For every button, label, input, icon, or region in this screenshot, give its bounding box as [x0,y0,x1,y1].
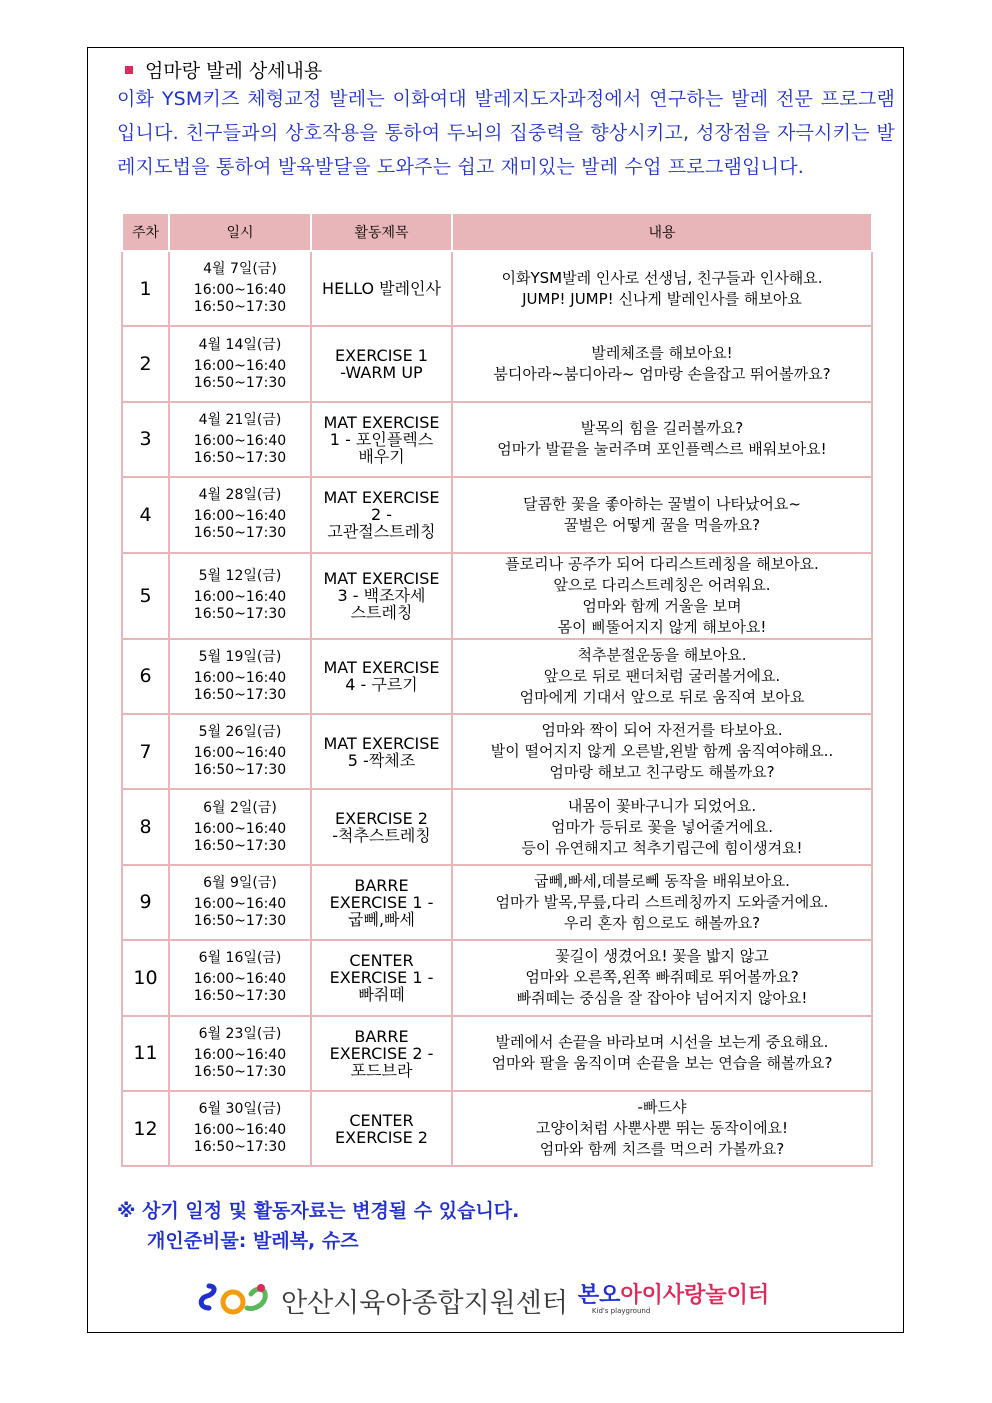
cell-week: 4 [122,477,169,552]
date-time-1: 16:00~16:40 [193,1122,287,1139]
cell-date [169,477,311,552]
center-name: 안산시육아종합지원센터 [281,1287,568,1319]
cell-content: 달콤한 꽃을 좋아하는 꿀벌이 나타났어요~ 꿀벌은 어떻게 꿀을 먹을까요? [452,477,872,552]
header-week: 주차 [122,213,169,251]
cell-week: 12 [122,1091,169,1166]
cell-activity-title: MAT EXERCISE 2 - 고관절스트레칭 [311,477,452,552]
cell-activity-title: MAT EXERCISE 1 - 포인플렉스 배우기 [311,402,452,477]
cell-activity-title: BARRE EXERCISE 2 - 포드브라 [311,1016,452,1091]
center-logo-icon [195,1280,275,1320]
date-day: 5월 26일(금) [198,724,282,741]
cell-activity-title: MAT EXERCISE 5 -짝체조 [311,714,452,789]
date-time-1: 16:00~16:40 [193,1046,287,1063]
date-time-1: 16:00~16:40 [193,589,287,606]
notice [117,1196,519,1256]
cell-date [169,553,311,639]
intro-paragraph: 이화 YSM키즈 체형교정 발레는 이화여대 발레지도자과정에서 연구하는 발레 전문 프로그램입니다. 친구들과의 상호작용을 통하여 두뇌의 집중력을 향상시키고, 성장점을 자극시키는 발레지도법을 통하여 발육발달을 도와주는 쉽고 재미있는 발레 수업 프로그램입니다. [117,88,895,178]
date-day: 4월 21일(금) [198,411,282,428]
cell-week: 11 [122,1016,169,1091]
cell-date [169,639,311,714]
cell-week: 2 [122,326,169,401]
table-row [122,251,872,326]
schedule-table [121,212,873,1167]
date-time-1: 16:00~16:40 [193,895,287,912]
date-time-2: 16:50~17:30 [193,912,287,929]
date-time-2: 16:50~17:30 [193,374,287,391]
date-day: 5월 12일(금) [198,568,282,585]
date-time-2: 16:50~17:30 [193,1063,287,1080]
cell-activity-title: EXERCISE 2 -척추스트레칭 [311,789,452,864]
cell-date [169,1016,311,1091]
table-row [122,714,872,789]
date-day: 5월 19일(금) [198,648,282,665]
cell-week: 8 [122,789,169,864]
table-row [122,940,872,1015]
table-row [122,477,872,552]
cell-content: 엄마와 짝이 되어 자전거를 타보아요. 발이 떨어지지 않게 오른발,왼발 함께 움직여야해요.. 엄마랑 해보고 친구랑도 해볼까요? [452,714,872,789]
date-time-1: 16:00~16:40 [193,669,287,686]
notice-supplies: 개인준비물: 발레복, 슈즈 [147,1230,359,1252]
brand-part-1: 본오 [577,1283,621,1308]
brand-subtitle: Kid's playground [591,1307,651,1315]
cell-date [169,865,311,940]
header-title: 활동제목 [311,213,452,251]
cell-date [169,789,311,864]
date-day: 4월 7일(금) [203,261,277,278]
date-time-1: 16:00~16:40 [193,508,287,525]
table-row [122,865,872,940]
cell-activity-title: BARRE EXERCISE 1 - 굽뻬,빠세 [311,865,452,940]
cell-content: -빠드샤 고양이처럼 사뿐사뿐 뛰는 동작이에요! 엄마와 함께 치즈를 먹으러 가볼까요? [452,1091,872,1166]
notice-change: ※ 상기 일정 및 활동자료는 변경될 수 있습니다. [117,1200,520,1222]
cell-date [169,1091,311,1166]
cell-date [169,714,311,789]
cell-week: 6 [122,639,169,714]
date-time-2: 16:50~17:30 [193,606,287,623]
date-time-2: 16:50~17:30 [193,449,287,466]
table-row [122,402,872,477]
date-time-2: 16:50~17:30 [193,525,287,542]
date-day: 6월 23일(금) [198,1025,282,1042]
date-time-2: 16:50~17:30 [193,988,287,1005]
date-day: 6월 2일(금) [203,799,277,816]
cell-week: 7 [122,714,169,789]
cell-activity-title: HELLO 발레인사 [311,251,452,326]
date-day: 6월 30일(금) [198,1101,282,1118]
date-day: 6월 9일(금) [203,874,277,891]
brand-part-2: 아이사랑놀이터 [620,1283,770,1308]
date-day: 6월 16일(금) [198,950,282,967]
date-time-2: 16:50~17:30 [193,762,287,779]
date-time-2: 16:50~17:30 [193,686,287,703]
header-date: 일시 [169,213,311,251]
cell-activity-title: MAT EXERCISE 3 - 백조자세 스트레칭 [311,553,452,639]
date-day: 4월 14일(금) [198,336,282,353]
cell-date [169,940,311,1015]
date-time-1: 16:00~16:40 [193,282,287,299]
date-time-2: 16:50~17:30 [193,299,287,316]
table-row [122,639,872,714]
date-time-1: 16:00~16:40 [193,820,287,837]
cell-week: 5 [122,553,169,639]
bullet-icon [125,66,133,74]
cell-content: 굽뻬,빠세,데블로뻬 동작을 배워보아요. 엄마가 발목,무릎,다리 스트레칭까지 도와줄거에요. 우리 혼자 힘으로도 해볼까요? [452,865,872,940]
cell-content: 내몸이 꽃바구니가 되었어요. 엄마가 등뒤로 꽃을 넣어줄거에요. 등이 유연해지고 척추기립근에 힘이생겨요! [452,789,872,864]
date-time-2: 16:50~17:30 [193,1139,287,1156]
cell-week: 10 [122,940,169,1015]
cell-activity-title: MAT EXERCISE 4 - 구르기 [311,639,452,714]
date-time-1: 16:00~16:40 [193,971,287,988]
cell-week: 9 [122,865,169,940]
cell-date [169,251,311,326]
date-time-1: 16:00~16:40 [193,432,287,449]
table-row [122,553,872,639]
section-title: 엄마랑 발레 상세내용 [145,60,323,82]
cell-content: 이화YSM발레 인사로 선생님, 친구들과 인사해요. JUMP! JUMP! 신나게 발레인사를 해보아요 [452,251,872,326]
cell-activity-title: CENTER EXERCISE 2 [311,1091,452,1166]
table-row [122,1091,872,1166]
brand-logo [578,1285,769,1315]
cell-week: 1 [122,251,169,326]
table-row [122,1016,872,1091]
cell-content: 발레에서 손끝을 바라보며 시선을 보는게 중요해요. 엄마와 팔을 움직이며 손끝을 보는 연습을 해볼까요? [452,1016,872,1091]
section-heading [125,56,322,83]
table-row [122,789,872,864]
cell-date [169,402,311,477]
cell-activity-title: EXERCISE 1 -WARM UP [311,326,452,401]
cell-content: 척추분절운동을 해보아요. 앞으로 뒤로 팬더처럼 굴러볼거에요. 엄마에게 기대서 앞으로 뒤로 움직여 보아요 [452,639,872,714]
cell-week: 3 [122,402,169,477]
cell-content: 플로리나 공주가 되어 다리스트레칭을 해보아요. 앞으로 다리스트레칭은 어려워요. 엄마와 함께 거울을 보며 몸이 삐뚤어지지 않게 해보아요! [452,553,872,639]
date-day: 4월 28일(금) [198,487,282,504]
cell-content: 발목의 힘을 길러볼까요? 엄마가 발끝을 눌러주며 포인플렉스르 배워보아요! [452,402,872,477]
date-time-1: 16:00~16:40 [193,745,287,762]
cell-content: 꽃길이 생겼어요! 꽃을 밟지 않고 엄마와 오른쪽,왼쪽 빠쥐떼로 뛰어볼까요? 빠쥐떼는 중심을 잘 잡아야 넘어지지 않아요! [452,940,872,1015]
table-header-row [122,213,872,251]
table-row [122,326,872,401]
cell-date [169,326,311,401]
cell-activity-title: CENTER EXERCISE 1 - 빠쥐떼 [311,940,452,1015]
header-content: 내용 [452,213,872,251]
cell-content: 발레체조를 해보아요! 붐디아라~붐디아라~ 엄마랑 손을잡고 뛰어볼까요? [452,326,872,401]
date-time-2: 16:50~17:30 [193,837,287,854]
footer-logo [195,1280,769,1320]
date-time-1: 16:00~16:40 [193,357,287,374]
